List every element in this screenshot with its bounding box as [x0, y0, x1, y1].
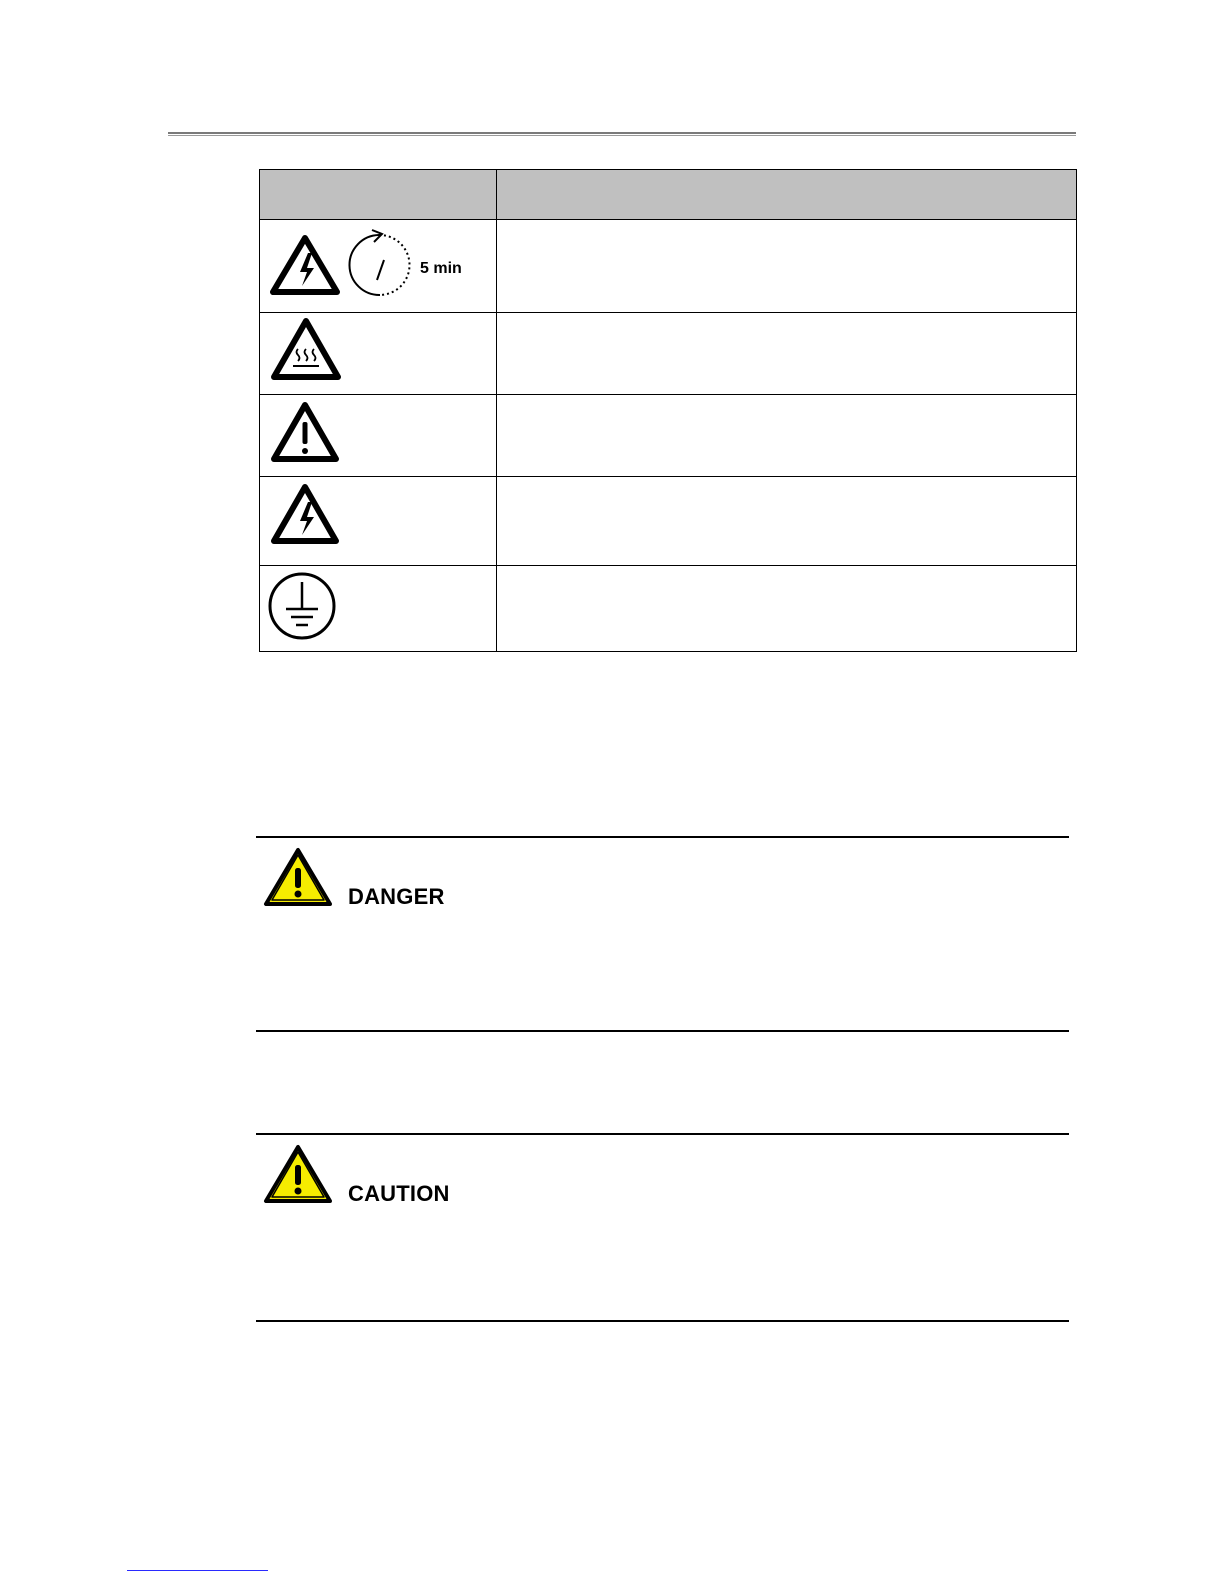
table-header-row: [260, 170, 1077, 220]
description-cell: [497, 566, 1077, 652]
symbol-cell: [260, 477, 497, 566]
warning-yellow-icon: [263, 1143, 333, 1205]
description-cell: [497, 220, 1077, 313]
danger-notice: [256, 836, 1069, 1034]
symbol-cell: [260, 313, 497, 395]
table-row: [260, 220, 1077, 313]
electric-shock-wait-5-min-icon: [260, 220, 496, 307]
header-description: [497, 170, 1077, 220]
notice-bottom-rule: [256, 1030, 1069, 1032]
symbol-cell: [260, 220, 497, 313]
protective-earth-icon: [260, 566, 496, 646]
table-row: [260, 313, 1077, 395]
caution-notice: [256, 1133, 1069, 1325]
header-symbol: [260, 170, 497, 220]
header-rule: [168, 132, 1076, 138]
timer-label: 5 min: [420, 260, 462, 277]
table-row: [260, 477, 1077, 566]
electric-shock-icon: [260, 477, 496, 560]
notice-top-rule: [256, 836, 1069, 838]
description-cell: [497, 395, 1077, 477]
notice-bottom-rule: [256, 1320, 1069, 1322]
table-row: [260, 566, 1077, 652]
symbol-table: [259, 169, 1077, 652]
symbol-cell: [260, 395, 497, 477]
general-warning-icon: [260, 395, 496, 471]
footer-link-underline[interactable]: [127, 1570, 268, 1571]
symbol-cell: [260, 566, 497, 652]
description-cell: [497, 313, 1077, 395]
warning-yellow-icon: [263, 846, 333, 908]
notice-top-rule: [256, 1133, 1069, 1135]
hot-surface-icon: [260, 313, 496, 389]
description-cell: [497, 477, 1077, 566]
notice-title: DANGER: [348, 884, 445, 909]
notice-title: CAUTION: [348, 1181, 450, 1206]
table-row: [260, 395, 1077, 477]
